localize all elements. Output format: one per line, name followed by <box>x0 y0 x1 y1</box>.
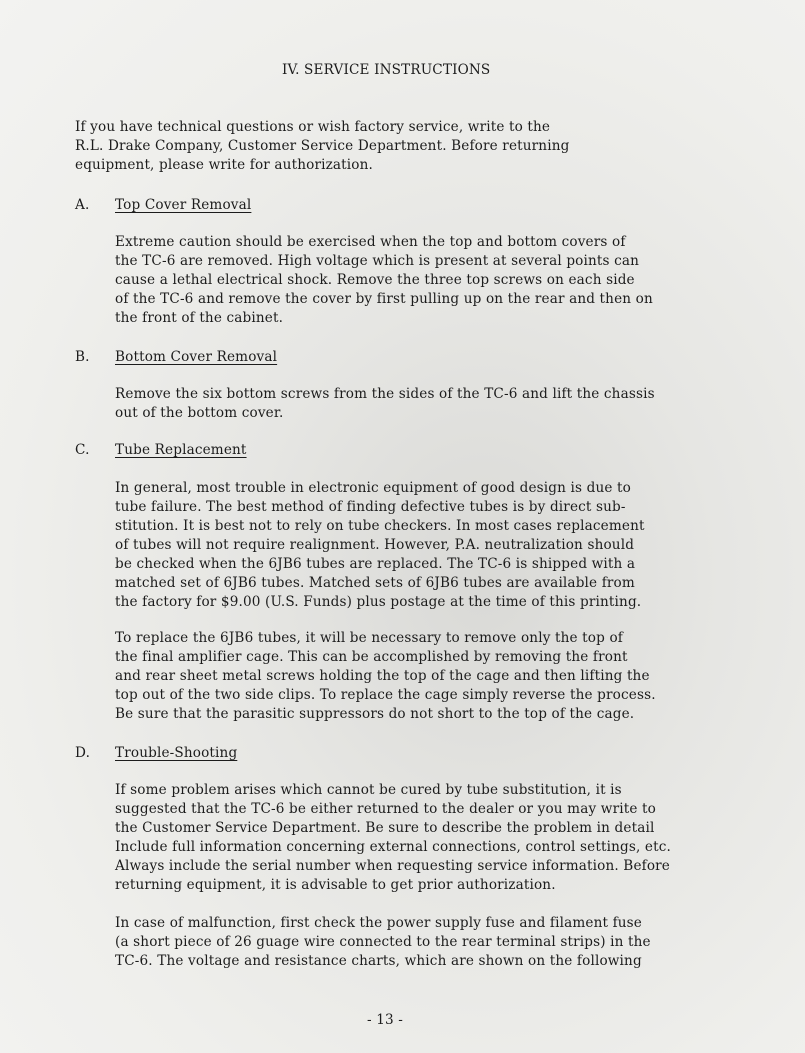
paragraph-line: tube failure. The best method of finding defective tubes is by direct sub- <box>115 499 626 515</box>
paragraph-line: top out of the two side clips. To replace the cage simply reverse the process. <box>115 687 656 703</box>
paragraph-line: TC-6. The voltage and resistance charts, which are shown on the following <box>115 953 642 969</box>
paragraph-line: To replace the 6JB6 tubes, it will be necessary to remove only the top of <box>115 630 623 646</box>
paragraph-line: returning equipment, it is advisable to get prior authorization. <box>115 877 556 893</box>
paragraph-line: the TC-6 are removed. High voltage which is present at several points can <box>115 253 640 269</box>
paragraph-line: stitution. It is best not to rely on tube checkers. In most cases replacement <box>115 518 645 534</box>
paragraph-line: Extreme caution should be exercised when the top and bottom covers of <box>115 234 626 250</box>
paragraph-line: the Customer Service Department. Be sure to describe the problem in detail <box>115 820 655 836</box>
paragraph-line: In general, most trouble in electronic equipment of good design is due to <box>115 480 631 496</box>
intro-line: equipment, please write for authorization. <box>75 157 373 173</box>
paragraph-line: Be sure that the parasitic suppressors do not short to the top of the cage. <box>115 706 635 722</box>
paragraph-line: of the TC-6 and remove the cover by first pulling up on the rear and then on <box>115 291 653 307</box>
paragraph-line: the front of the cabinet. <box>115 310 284 326</box>
intro-line: If you have technical questions or wish factory service, write to the <box>75 119 551 135</box>
section-heading: Tube Replacement <box>115 442 247 458</box>
paragraph-line: In case of malfunction, first check the power supply fuse and filament fuse <box>115 915 642 931</box>
paragraph-line: the factory for $9.00 (U.S. Funds) plus postage at the time of this printing. <box>115 594 642 610</box>
section-letter: A. <box>75 197 90 213</box>
section-letter: B. <box>75 349 90 365</box>
section-letter: D. <box>75 745 91 761</box>
page-number: - 13 - <box>367 1012 404 1028</box>
paragraph-line: Always include the serial number when requesting service information. Before <box>115 858 670 874</box>
paragraph-line: of tubes will not require realignment. However, P.A. neutralization should <box>115 537 635 553</box>
paragraph-line: Remove the six bottom screws from the sides of the TC-6 and lift the chassis <box>115 386 655 402</box>
section-heading: Bottom Cover Removal <box>115 349 278 365</box>
paragraph-line: cause a lethal electrical shock. Remove the three top screws on each side <box>115 272 635 288</box>
paragraph-line: be checked when the 6JB6 tubes are replaced. The TC-6 is shipped with a <box>115 556 636 572</box>
section-heading: Trouble-Shooting <box>115 745 238 761</box>
page-title: IV. SERVICE INSTRUCTIONS <box>282 62 491 78</box>
paragraph-line: suggested that the TC-6 be either returned to the dealer or you may write to <box>115 801 656 817</box>
paragraph-line: and rear sheet metal screws holding the top of the cage and then lifting the <box>115 668 650 684</box>
paragraph-line: (a short piece of 26 guage wire connected to the rear terminal strips) in the <box>115 934 651 950</box>
paragraph-line: Include full information concerning external connections, control settings, etc. <box>115 839 671 855</box>
section-heading: Top Cover Removal <box>115 197 252 213</box>
paragraph-line: matched set of 6JB6 tubes. Matched sets of 6JB6 tubes are available from <box>115 575 635 591</box>
intro-line: R.L. Drake Company, Customer Service Department. Before returning <box>75 138 570 154</box>
paragraph-line: out of the bottom cover. <box>115 405 284 421</box>
paragraph-line: If some problem arises which cannot be cured by tube substitution, it is <box>115 782 622 798</box>
section-letter: C. <box>75 442 90 458</box>
paragraph-line: the final amplifier cage. This can be accomplished by removing the front <box>115 649 628 665</box>
